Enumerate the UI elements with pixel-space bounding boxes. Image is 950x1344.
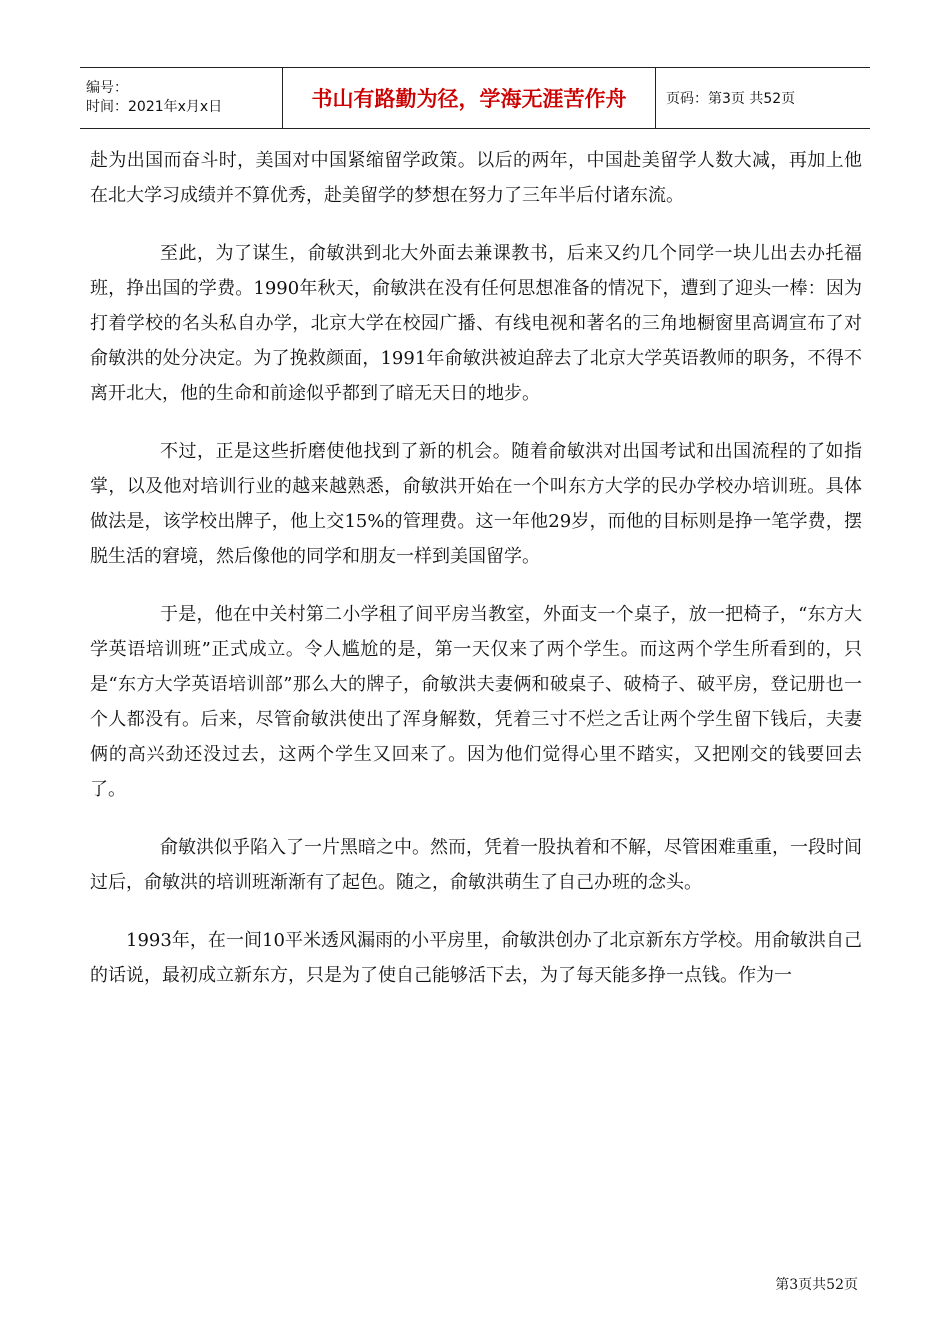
document-time-label: 时间：2021年x月x日: [86, 99, 223, 115]
paragraph-2: 至此，为了谋生，俞敏洪到北大外面去兼课教书，后来又约几个同学一块儿出去办托福班，挣出国的学费。1990年秋天，俞敏洪在没有任何思想准备的情况下，遭到了迎头一棒：因为打着学校的名头私自办学，北京大学在校园广播、有线电视和著名的三角地橱窗里高调宣布了对俞敏洪的处分决定。为了挽救颜面，1991年俞敏洪被迫辞去了北京大学英语教师的职务，不得不离开北大，他的生命和前途似乎都到了暗无天日的地步。: [90, 243, 862, 404]
document-number-label: 编号：: [86, 80, 128, 96]
paragraph-4: 于是，他在中关村第二小学租了间平房当教室，外面支一个桌子，放一把椅子，“东方大学英语培训班”正式成立。令人尴尬的是，第一天仅来了两个学生。而这两个学生所看到的，只是“东方大学英语培训部”那么大的牌子，俞敏洪夫妻俩和破桌子、破椅子、破平房，登记册也一个人都没有。后来，尽管俞敏洪使出了浑身解数，凭着三寸不烂之舌让两个学生留下钱后，夫妻俩的高兴劲还没过去，这两个学生又回来了。因为他们觉得心里不踏实，又把刚交的钱要回去了。: [90, 604, 862, 800]
page-header: [80, 67, 870, 129]
paragraph-6: 1993年，在一间10平米透风漏雨的小平房里，俞敏洪创办了北京新东方学校。用俞敏洪自己的话说，最初成立新东方，只是为了使自己能够活下去，为了每天能多挣一点钱。作为一: [90, 930, 862, 986]
header-page-number: 页码：第3页 共52页: [666, 91, 796, 107]
paragraph-3: 不过，正是这些折磨使他找到了新的机会。随着俞敏洪对出国考试和出国流程的了如指掌，以及他对培训行业的越来越熟悉，俞敏洪开始在一个叫东方大学的民办学校办培训班。具体做法是，该学校出牌子，他上交15%的管理费。这一年他29岁，而他的目标则是挣一笔学费，摆脱生活的窘境，然后像他的同学和朋友一样到美国留学。: [90, 441, 862, 567]
document-body: [90, 143, 862, 1016]
page-footer: 第3页共52页: [775, 1277, 858, 1293]
paragraph-1: 赴为出国而奋斗时，美国对中国紧缩留学政策。以后的两年，中国赴美留学人数大减，再加上他在北大学习成绩并不算优秀，赴美留学的梦想在努力了三年半后付诸东流。: [90, 150, 862, 206]
paragraph-5: 俞敏洪似乎陷入了一片黑暗之中。然而，凭着一股执着和不解，尽管困难重重，一段时间过后，俞敏洪的培训班渐渐有了起色。随之，俞敏洪萌生了自己办班的念头。: [90, 837, 862, 893]
header-meta: [80, 68, 282, 128]
header-motto: 书山有路勤为径，学海无涯苦作舟: [282, 68, 656, 128]
